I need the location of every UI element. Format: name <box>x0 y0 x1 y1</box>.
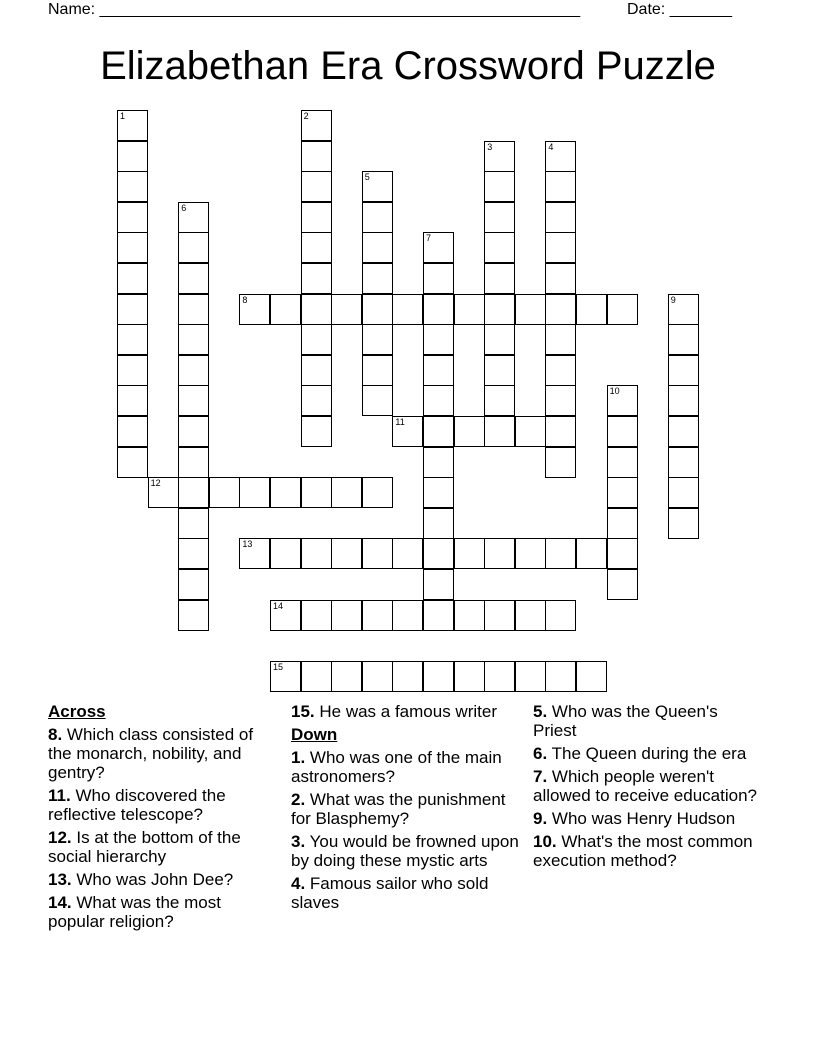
crossword-cell[interactable] <box>301 477 332 508</box>
crossword-cell[interactable] <box>392 538 423 569</box>
cell-number: 14 <box>273 600 284 611</box>
crossword-cell[interactable] <box>484 661 515 692</box>
crossword-cell[interactable] <box>301 232 332 263</box>
crossword-cell[interactable] <box>301 141 332 172</box>
crossword-cell[interactable] <box>270 538 301 569</box>
crossword-cell[interactable] <box>576 294 607 325</box>
clue-number: 3. <box>291 832 306 851</box>
crossword-cell[interactable] <box>270 661 301 692</box>
crossword-cell[interactable] <box>392 416 423 447</box>
clue-text: Is at the bottom of the social hierarchy <box>48 828 241 866</box>
crossword-cell[interactable] <box>331 538 362 569</box>
name-field-line: Name: ______________________________________________________ <box>48 1 581 18</box>
crossword-cell[interactable] <box>423 385 454 416</box>
clue-number: 1. <box>291 748 306 767</box>
date-field-line: Date: _______ <box>627 1 732 18</box>
crossword-cell[interactable] <box>423 538 454 569</box>
crossword-cell[interactable] <box>607 447 638 478</box>
crossword-cell[interactable] <box>362 661 393 692</box>
crossword-cell[interactable] <box>178 263 209 294</box>
crossword-cell[interactable] <box>362 385 393 416</box>
crossword-cell[interactable] <box>454 661 485 692</box>
down-clue <box>533 702 765 740</box>
clue-text: What's the most common execution method? <box>533 832 753 870</box>
clue-text: Which people weren't allowed to receive education? <box>533 767 757 805</box>
crossword-cell[interactable] <box>301 538 332 569</box>
clue-text: Famous sailor who sold slaves <box>291 874 489 912</box>
crossword-cell[interactable] <box>392 661 423 692</box>
crossword-cell[interactable] <box>301 110 332 141</box>
crossword-cell[interactable] <box>301 600 332 631</box>
crossword-cell[interactable] <box>117 294 148 325</box>
crossword-cell[interactable] <box>545 324 576 355</box>
crossword-cell[interactable] <box>515 294 546 325</box>
cell-number: 2 <box>303 111 309 121</box>
puzzle-title: Elizabethan Era Crossword Puzzle <box>100 44 716 88</box>
crossword-cell[interactable] <box>392 294 423 325</box>
crossword-cell[interactable] <box>668 385 699 416</box>
crossword-cell[interactable] <box>484 324 515 355</box>
clue-number: 12. <box>48 828 72 847</box>
crossword-cell[interactable] <box>668 447 699 478</box>
cell-number: 13 <box>242 539 253 550</box>
crossword-cell[interactable] <box>668 324 699 355</box>
crossword-cell[interactable] <box>545 385 576 416</box>
down-clue <box>533 767 765 805</box>
cell-number: 5 <box>364 172 370 183</box>
clue-number: 14. <box>48 893 72 912</box>
crossword-cell[interactable] <box>117 355 148 386</box>
cell-number: 10 <box>609 386 620 397</box>
across-heading: Across <box>48 702 106 721</box>
crossword-cell[interactable] <box>239 294 270 325</box>
crossword-cell[interactable] <box>423 355 454 386</box>
crossword-cell[interactable] <box>270 600 301 631</box>
crossword-cell[interactable] <box>178 324 209 355</box>
crossword-cell[interactable] <box>117 324 148 355</box>
crossword-cell[interactable] <box>178 477 209 508</box>
crossword-cell[interactable] <box>484 232 515 263</box>
clue-number: 15. <box>291 702 315 721</box>
crossword-cell[interactable] <box>515 416 546 447</box>
clue-text: Which class consisted of the monarch, nobility, and gentry? <box>48 725 254 782</box>
clue-number: 13. <box>48 870 72 889</box>
crossword-cell[interactable] <box>515 661 546 692</box>
crossword-cell[interactable] <box>362 324 393 355</box>
down-clue <box>533 832 765 870</box>
clue-column-1 <box>48 702 280 935</box>
clue-number: 7. <box>533 767 548 786</box>
crossword-cell[interactable] <box>545 661 576 692</box>
crossword-cell[interactable] <box>178 447 209 478</box>
crossword-cell[interactable] <box>545 263 576 294</box>
crossword-cell[interactable] <box>178 355 209 386</box>
crossword-cell[interactable] <box>515 600 546 631</box>
crossword-cell[interactable] <box>239 538 270 569</box>
clue-text: You would be frowned upon by doing these mystic arts <box>291 832 519 870</box>
clue-column-3 <box>533 702 765 874</box>
clue-number: 8. <box>48 725 63 744</box>
crossword-cell[interactable] <box>515 538 546 569</box>
cell-number: 15 <box>273 661 284 672</box>
clue-text: Who was Henry Hudson <box>551 809 736 828</box>
crossword-cell[interactable] <box>423 477 454 508</box>
crossword-cell[interactable] <box>178 569 209 600</box>
clue-number: 2. <box>291 790 306 809</box>
cell-number: 1 <box>120 111 126 121</box>
crossword-cell[interactable] <box>607 569 638 600</box>
crossword-cell[interactable] <box>545 355 576 386</box>
crossword-cell[interactable] <box>331 294 362 325</box>
down-heading: Down <box>291 725 338 744</box>
crossword-cell[interactable] <box>117 171 148 202</box>
crossword-cell[interactable] <box>576 661 607 692</box>
crossword-cell[interactable] <box>178 294 209 325</box>
cell-number: 11 <box>395 417 405 427</box>
crossword-cell[interactable] <box>668 355 699 386</box>
crossword-cell[interactable] <box>545 416 576 447</box>
clue-text: He was a famous writer <box>319 702 497 721</box>
crossword-cell[interactable] <box>301 324 332 355</box>
crossword-cell[interactable] <box>362 202 393 233</box>
down-clue <box>291 748 523 786</box>
crossword-cell[interactable] <box>607 538 638 569</box>
clue-text: Who was John Dee? <box>76 870 234 889</box>
crossword-cell[interactable] <box>454 294 485 325</box>
crossword-cell[interactable] <box>301 661 332 692</box>
crossword-cell[interactable] <box>301 171 332 202</box>
crossword-cell[interactable] <box>484 202 515 233</box>
crossword-cell[interactable] <box>117 141 148 172</box>
cell-number: 3 <box>487 141 493 152</box>
crossword-cell[interactable] <box>117 202 148 233</box>
crossword-cell[interactable] <box>423 324 454 355</box>
crossword-cell[interactable] <box>545 171 576 202</box>
across-clue <box>48 870 280 889</box>
crossword-cell[interactable] <box>423 600 454 631</box>
crossword-cell[interactable] <box>545 600 576 631</box>
crossword-cell[interactable] <box>301 263 332 294</box>
clue-number: 4. <box>291 874 306 893</box>
crossword-cell[interactable] <box>362 355 393 386</box>
crossword-cell[interactable] <box>117 447 148 478</box>
crossword-cell[interactable] <box>362 600 393 631</box>
crossword-cell[interactable] <box>362 171 393 202</box>
crossword-cell[interactable] <box>423 661 454 692</box>
crossword-cell[interactable] <box>545 294 576 325</box>
crossword-cell[interactable] <box>484 141 515 172</box>
clue-text: Who was the Queen's Priest <box>533 702 718 740</box>
clue-text: The Queen during the era <box>551 744 747 763</box>
crossword-cell[interactable] <box>607 508 638 539</box>
crossword-cell[interactable] <box>270 477 301 508</box>
crossword-cell[interactable] <box>362 294 393 325</box>
clue-number: 5. <box>533 702 548 721</box>
clue-number: 9. <box>533 809 548 828</box>
cell-number: 4 <box>548 141 554 152</box>
crossword-cell[interactable] <box>545 141 576 172</box>
down-clue <box>533 809 765 828</box>
clue-column-2 <box>291 702 523 916</box>
crossword-cell[interactable] <box>301 294 332 325</box>
across-clue <box>291 702 523 721</box>
crossword-cell[interactable] <box>454 416 485 447</box>
crossword-cell[interactable] <box>454 538 485 569</box>
crossword-cell[interactable] <box>668 416 699 447</box>
crossword-cell[interactable] <box>117 416 148 447</box>
crossword-cell[interactable] <box>209 477 240 508</box>
down-clue <box>291 874 523 912</box>
clue-number: 11. <box>48 786 71 805</box>
crossword-cell[interactable] <box>117 232 148 263</box>
across-clue <box>48 828 280 866</box>
crossword-cell[interactable] <box>392 600 423 631</box>
crossword-cell[interactable] <box>576 538 607 569</box>
crossword-cell[interactable] <box>484 416 515 447</box>
crossword-cell[interactable] <box>668 508 699 539</box>
crossword-cell[interactable] <box>301 355 332 386</box>
crossword-cell[interactable] <box>270 294 301 325</box>
crossword-cell[interactable] <box>607 477 638 508</box>
crossword-cell[interactable] <box>117 110 148 141</box>
crossword-cell[interactable] <box>423 416 454 447</box>
crossword-cell[interactable] <box>484 263 515 294</box>
crossword-cell[interactable] <box>331 477 362 508</box>
down-clue <box>291 832 523 870</box>
crossword-cell[interactable] <box>178 385 209 416</box>
crossword-cell[interactable] <box>362 538 393 569</box>
clue-text: Who was one of the main astronomers? <box>291 748 502 786</box>
crossword-cell[interactable] <box>301 416 332 447</box>
crossword-cell[interactable] <box>301 202 332 233</box>
crossword-cell[interactable] <box>484 385 515 416</box>
crossword-cell[interactable] <box>178 202 209 233</box>
clue-number: 6. <box>533 744 548 763</box>
crossword-cell[interactable] <box>545 232 576 263</box>
clue-number: 10. <box>533 832 557 851</box>
cell-number: 12 <box>150 478 161 489</box>
crossword-cell[interactable] <box>178 232 209 263</box>
crossword-cell[interactable] <box>178 538 209 569</box>
crossword-cell[interactable] <box>668 477 699 508</box>
crossword-cell[interactable] <box>484 538 515 569</box>
crossword-cell[interactable] <box>454 600 485 631</box>
crossword-cell[interactable] <box>484 171 515 202</box>
crossword-cell[interactable] <box>545 538 576 569</box>
cell-number: 9 <box>670 294 676 305</box>
crossword-cell[interactable] <box>362 263 393 294</box>
crossword-cell[interactable] <box>423 569 454 600</box>
crossword-cell[interactable] <box>331 661 362 692</box>
across-clue <box>48 893 280 931</box>
down-clue <box>291 790 523 828</box>
crossword-cell[interactable] <box>423 447 454 478</box>
crossword-cell[interactable] <box>423 232 454 263</box>
crossword-cell[interactable] <box>239 477 270 508</box>
crossword-cell[interactable] <box>178 600 209 631</box>
crossword-cell[interactable] <box>545 202 576 233</box>
crossword-cell[interactable] <box>362 477 393 508</box>
across-clue <box>48 786 280 824</box>
down-clue <box>533 744 765 763</box>
crossword-cell[interactable] <box>148 477 179 508</box>
crossword-cell[interactable] <box>484 294 515 325</box>
crossword-cell[interactable] <box>607 416 638 447</box>
crossword-cell[interactable] <box>484 355 515 386</box>
cell-number: 7 <box>426 233 432 244</box>
crossword-cell[interactable] <box>301 385 332 416</box>
crossword-cell[interactable] <box>331 600 362 631</box>
crossword-cell[interactable] <box>668 294 699 325</box>
crossword-cell[interactable] <box>423 263 454 294</box>
crossword-cell[interactable] <box>117 385 148 416</box>
crossword-cell[interactable] <box>484 600 515 631</box>
crossword-cell[interactable] <box>545 447 576 478</box>
across-clue <box>48 725 280 782</box>
clue-text: What was the most popular religion? <box>48 893 221 931</box>
crossword-cell[interactable] <box>423 294 454 325</box>
cell-number: 8 <box>242 294 248 305</box>
crossword-cell[interactable] <box>362 232 393 263</box>
crossword-cell[interactable] <box>178 508 209 539</box>
cell-number: 6 <box>181 202 187 213</box>
clue-text: Who discovered the reflective telescope? <box>48 786 226 824</box>
crossword-cell[interactable] <box>178 416 209 447</box>
crossword-cell[interactable] <box>423 508 454 539</box>
crossword-cell[interactable] <box>607 385 638 416</box>
crossword-cell[interactable] <box>117 263 148 294</box>
clue-text: What was the punishment for Blasphemy? <box>291 790 506 828</box>
crossword-cell[interactable] <box>607 294 638 325</box>
